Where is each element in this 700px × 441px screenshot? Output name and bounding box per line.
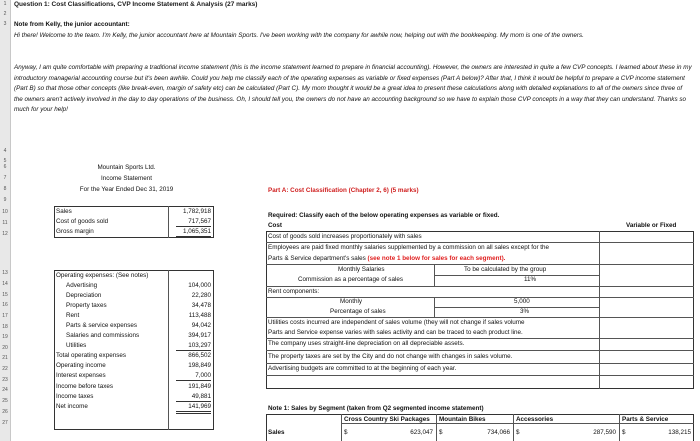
statement-line-label: Operating income xyxy=(56,362,106,369)
row-number[interactable]: 25 xyxy=(2,398,8,404)
total-underline xyxy=(176,350,211,351)
statement-line-value[interactable]: 141,969 xyxy=(188,403,211,410)
partA-title: Part A: Cost Classification (Chapter 2, 6) (5 marks) xyxy=(268,187,419,194)
cost-row-property-taxes: The property taxes are set by the City and do not change with changes in sales volume. xyxy=(268,353,513,360)
statement-line-value[interactable]: 49,881 xyxy=(191,393,211,400)
row-number[interactable]: 12 xyxy=(2,231,8,237)
statement-line-value[interactable]: 34,478 xyxy=(191,302,211,309)
cost-row-parts-service: Parts and Service expense varies with sales activity and can be traced to each product line. xyxy=(268,329,523,336)
currency-sign: $ xyxy=(516,429,520,436)
row-number[interactable]: 2 xyxy=(3,11,7,17)
statement-line-label: Property taxes xyxy=(66,302,107,309)
statement-line-value[interactable]: 866,502 xyxy=(188,352,211,359)
row-number[interactable]: 27 xyxy=(2,420,8,426)
monthly-salaries-label: Monthly Salaries xyxy=(338,266,385,273)
row-number[interactable]: 18 xyxy=(2,324,8,330)
row-number[interactable]: 22 xyxy=(2,366,8,372)
statement-line-label: Depreciation xyxy=(66,292,102,299)
note-paragraph-2: Anyway, I am quite comfortable with preparing a traditional income statement (this is the income statement learned to prepare in financial accounting). However, the owners are interested in quite a few CVP concepts. I learned about these in my introductory managerial accounting course but it's been awhile. Could you help me classify each of the operating expenses as variable or fixed expenses (Part A below)? After that, I think it would be helpful to prepare a CVP income statement (Part B) so that those other concepts (like break-even, margin of safety etc) can be calculated (Part C). My mom thought it would be a great idea to present these calculations along with detailed explanations to all of the owners since three of the owners aren't actively involved in the day to day operations of the business. Oh, I should tell you, the owners do not have an accounting background so we have to explain those CVP concepts in a way that they can understand. Thanks so much for your help! xyxy=(14,64,692,114)
sales-accessories: 287,590 xyxy=(593,429,616,436)
row-number[interactable]: 23 xyxy=(2,377,8,383)
row-number[interactable]: 6 xyxy=(3,164,7,170)
cost-row-utilities: Utilities costs incurred are independent of sales volume (they will not change if sales volume xyxy=(268,319,525,326)
commission-pct: 11% xyxy=(524,276,537,283)
row-number[interactable]: 14 xyxy=(2,281,8,287)
partA-col-variable-fixed: Variable or Fixed xyxy=(626,222,677,229)
statement-line-label: Salaries and commissions xyxy=(66,332,140,339)
row-number[interactable]: 9 xyxy=(3,197,7,203)
statement-line-value[interactable]: 198,849 xyxy=(188,362,211,369)
row-number[interactable]: 21 xyxy=(2,355,8,361)
currency-sign: $ xyxy=(622,429,626,436)
row-number[interactable]: 1 xyxy=(3,1,7,7)
rent-monthly-value: 5,000 xyxy=(514,298,530,305)
currency-sign: $ xyxy=(439,429,443,436)
row-number[interactable]: 17 xyxy=(2,313,8,319)
row-number[interactable]: 19 xyxy=(2,334,8,340)
question-title: Question 1: Cost Classifications, CVP Income Statement & Analysis (27 marks) xyxy=(14,1,258,8)
rent-pct-label: Percentage of sales xyxy=(330,308,386,315)
variable-fixed-answer-cell[interactable] xyxy=(600,338,693,350)
statement-line-value[interactable]: 94,042 xyxy=(191,322,211,329)
variable-fixed-answer-cell[interactable] xyxy=(600,242,693,264)
row-number[interactable]: 20 xyxy=(2,345,8,351)
statement-line-value[interactable]: 113,488 xyxy=(188,312,211,319)
commission-label: Commission as a percentage of sales xyxy=(298,276,403,283)
statement-line-label: Rent xyxy=(66,312,80,319)
row-number[interactable]: 7 xyxy=(3,175,7,181)
statement-line-label: Operating expenses: (See notes) xyxy=(56,272,149,279)
statement-line-value[interactable]: 1,065,351 xyxy=(182,228,211,235)
statement-line-value[interactable]: 7,000 xyxy=(195,372,211,379)
variable-fixed-answer-cell[interactable] xyxy=(600,286,693,297)
row-number[interactable]: 15 xyxy=(2,292,8,298)
statement-line-label: Parts & service expenses xyxy=(66,322,138,329)
cost-row-advertising: Advertising budgets are committed to at the beginning of each year. xyxy=(268,365,457,372)
gross-margin-underline xyxy=(176,236,211,237)
row-number[interactable]: 4 xyxy=(3,148,7,154)
company-name: Mountain Sports Ltd. xyxy=(97,164,156,171)
seg-header-cross-country: Cross Country Ski Packages xyxy=(344,416,430,423)
total-underline xyxy=(176,401,211,402)
statement-line-label: Income taxes xyxy=(56,393,94,400)
note1-title: Note 1: Sales by Segment (taken from Q2 segmented income statement) xyxy=(268,405,484,412)
seg-header-accessories: Accessories xyxy=(516,416,554,423)
calculated-by-group: To be calculated by the group xyxy=(464,266,547,273)
rent-components-label: Rent components: xyxy=(268,288,320,295)
statement-line-value[interactable]: 717,567 xyxy=(188,218,211,225)
rent-monthly-label: Monthly xyxy=(340,298,363,305)
sales-note-reference: (see note 1 below for sales for each segment). xyxy=(367,255,506,262)
row-number[interactable]: 5 xyxy=(3,158,7,164)
variable-fixed-answer-cell[interactable] xyxy=(600,363,693,375)
sales-row-label: Sales xyxy=(268,429,285,436)
net-income-double-underline xyxy=(176,413,211,414)
currency-sign: $ xyxy=(344,429,348,436)
cost-row-cogs: Cost of goods sold increases proportionately with sales xyxy=(268,233,422,240)
row-number[interactable]: 10 xyxy=(2,209,8,215)
cost-row-depreciation: The company uses straight-line depreciation on all depreciable assets. xyxy=(268,340,465,347)
statement-line-label: Utilities xyxy=(66,342,87,349)
variable-fixed-answer-cell[interactable] xyxy=(600,231,693,242)
statement-line-label: Net income xyxy=(56,403,88,410)
row-number[interactable]: 13 xyxy=(2,270,8,276)
row-number[interactable]: 8 xyxy=(3,186,7,192)
note-paragraph-1: Hi there! Welcome to the team. I'm Kelly, the junior accountant here at Mountain Sports. I've been working with the company for awhile now, helping out with the bookkeeping. My mom is one of the owners. xyxy=(14,32,584,39)
variable-fixed-answer-cell[interactable] xyxy=(600,350,693,363)
statement-line-label: Interest expenses xyxy=(56,372,106,379)
statement-line-value[interactable]: 191,849 xyxy=(188,383,211,390)
net-income-double-underline xyxy=(176,411,211,412)
cost-row-salaries-1: Employees are paid fixed monthly salaries supplemented by a commission on all sales except for the xyxy=(268,244,550,251)
rent-pct-value: 3% xyxy=(520,308,530,315)
seg-header-mountain-bikes: Mountain Bikes xyxy=(439,416,486,423)
row-number[interactable]: 16 xyxy=(2,302,8,308)
statement-line-value[interactable]: 1,782,918 xyxy=(182,208,211,215)
statement-line-value[interactable]: 103,297 xyxy=(188,342,211,349)
statement-line-value[interactable]: 22,280 xyxy=(191,292,211,299)
total-underline xyxy=(176,226,211,227)
sales-mountain-bikes: 734,066 xyxy=(487,429,510,436)
statement-line-label: Sales xyxy=(56,208,72,215)
row-number[interactable]: 26 xyxy=(2,409,8,415)
sales-parts-service: 138,215 xyxy=(668,429,691,436)
cost-row-salaries-2: Parts & Service department's sales (see note 1 below for sales for each segment). xyxy=(268,255,506,262)
statement-period: For the Year Ended Dec 31, 2019 xyxy=(79,186,174,193)
statement-line-label: Advertising xyxy=(66,282,98,289)
sales-cross-country: 623,047 xyxy=(410,429,433,436)
statement-line-value[interactable]: 104,000 xyxy=(188,282,211,289)
variable-fixed-answer-cell[interactable] xyxy=(600,375,693,389)
seg-header-parts-service: Parts & Service xyxy=(622,416,669,423)
row-number[interactable]: 3 xyxy=(3,21,7,27)
statement-line-label: Cost of goods sold xyxy=(56,218,109,225)
total-underline xyxy=(176,380,211,381)
row-number[interactable]: 11 xyxy=(2,220,8,226)
statement-name: Income Statement xyxy=(100,175,153,182)
statement-line-label: Total operating expenses xyxy=(56,352,127,359)
row-number[interactable]: 24 xyxy=(2,387,8,393)
note-heading: Note from Kelly, the junior accountant: xyxy=(14,21,130,28)
partA-col-cost: Cost xyxy=(268,222,282,229)
statement-line-label: Gross margin xyxy=(56,228,94,235)
partA-required: Required: Classify each of the below operating expenses as variable or fixed. xyxy=(268,212,500,219)
variable-fixed-answer-cell[interactable] xyxy=(600,317,693,338)
statement-line-label: Income before taxes xyxy=(56,383,114,390)
statement-line-value[interactable]: 394,917 xyxy=(188,332,211,339)
